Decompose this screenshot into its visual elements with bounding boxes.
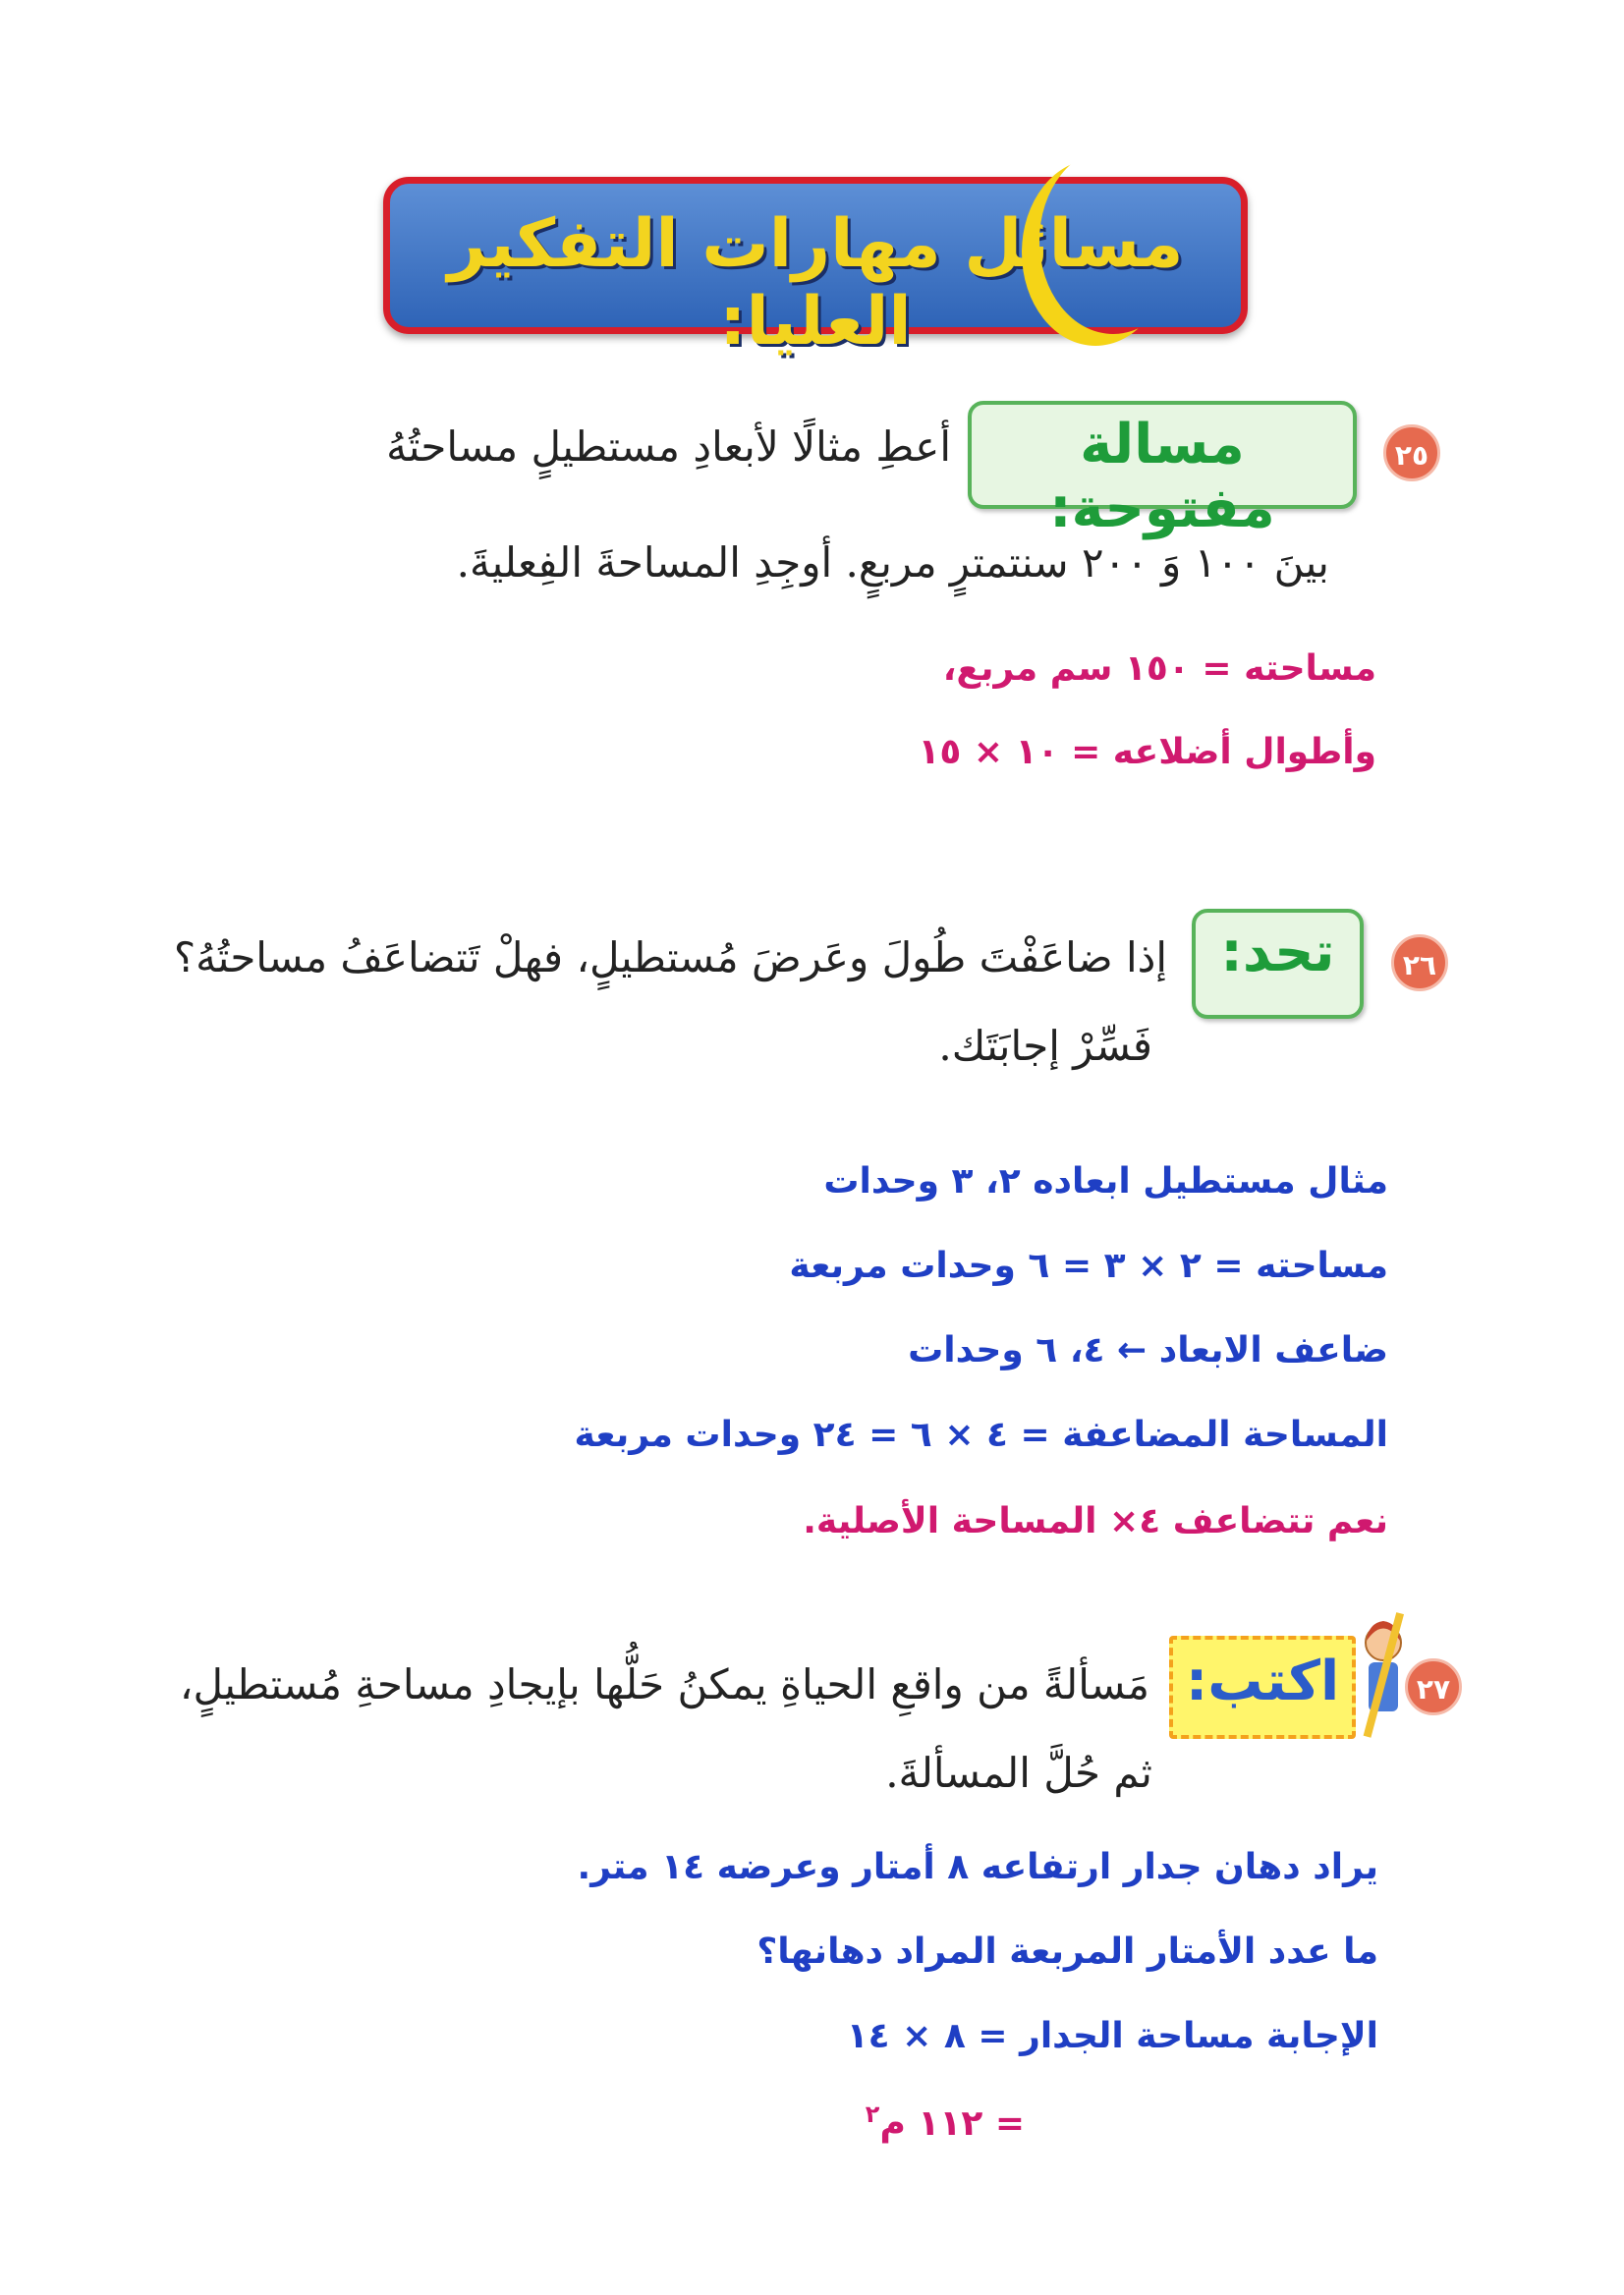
challenge-label-text: تحد: <box>1220 921 1335 984</box>
q45-answer-sides: وأطوال أضلاعه = ١٠ × ١٥ <box>918 732 1376 772</box>
question-number-badge: ٢٥ <box>1383 424 1440 481</box>
pencil-girl-icon <box>1359 1611 1408 1749</box>
q45-text-line1: أعطِ مثالًا لأبعادِ مستطيلٍ مساحتُهُ <box>386 422 951 471</box>
open-problem-label-text: مسالة مفتوحة: <box>1049 413 1275 540</box>
open-problem-label <box>968 401 1357 540</box>
squared-superscript: ٢ <box>865 2100 880 2128</box>
write-label <box>1169 1636 1356 1739</box>
q47-answer-line3: الإجابة مساحة الجدار = ٨ × ١٤ <box>846 2016 1378 2056</box>
q47-text-line1: مَسألةً من واقعِ الحياةِ يمكنُ حَلُّها بإيجادِ مساحةِ مُستطيلٍ، <box>179 1660 1149 1708</box>
q47-answer-line1: يراد دهان جدار ارتفاعه ٨ أمتار وعرضه ١٤ متر. <box>577 1847 1378 1887</box>
q46-text-line2: فَسِّرْ إجابَتَك. <box>938 1022 1152 1070</box>
q47-text-line2: ثم حُلَّ المسألةَ. <box>885 1749 1152 1797</box>
q47-answer-result <box>866 2100 1025 2144</box>
q46-answer-line1: مثال مستطيل ابعاده ٢، ٣ وحدات <box>823 1161 1388 1202</box>
crescent-icon <box>1039 147 1187 334</box>
q45-answer-area: مساحته = ١٥٠ سم مربع، <box>942 648 1376 689</box>
q46-answer-line4: المساحة المضاعفة = ٤ × ٦ = ٢٤ وحدات مربعة <box>574 1415 1388 1455</box>
q46-answer-conclusion: نعم تتضاعف ٤× المساحة الأصلية. <box>803 1501 1388 1541</box>
write-label-text: اكتب: <box>1185 1650 1340 1713</box>
question-number-badge: ٢٦ <box>1391 934 1448 991</box>
q47-answer-result-text: = ١١٢ م <box>879 2103 1025 2144</box>
q45-text-line2: بينَ ١٠٠ وَ ٢٠٠ سنتمترٍ مربعٍ. أوجِدِ المساحةَ الفِعليةَ. <box>456 538 1329 587</box>
challenge-label <box>1192 909 1364 1019</box>
q46-answer-line3: ضاعف الابعاد ← ٤، ٦ وحدات <box>908 1330 1388 1371</box>
q46-answer-line2: مساحته = ٢ × ٣ = ٦ وحدات مربعة <box>789 1246 1388 1286</box>
q46-text-line1: إذا ضاعَفْتَ طُولَ وعَرضَ مُستطيلٍ، فهلْ تَتضاعَفُ مساحتُهُ؟ <box>173 933 1167 981</box>
page-title: مسائل مهارات التفكير العليا: <box>447 205 1184 361</box>
question-number-badge: ٢٧ <box>1405 1658 1462 1715</box>
q47-answer-line2: ما عدد الأمتار المربعة المراد دهانها؟ <box>756 1931 1378 1972</box>
